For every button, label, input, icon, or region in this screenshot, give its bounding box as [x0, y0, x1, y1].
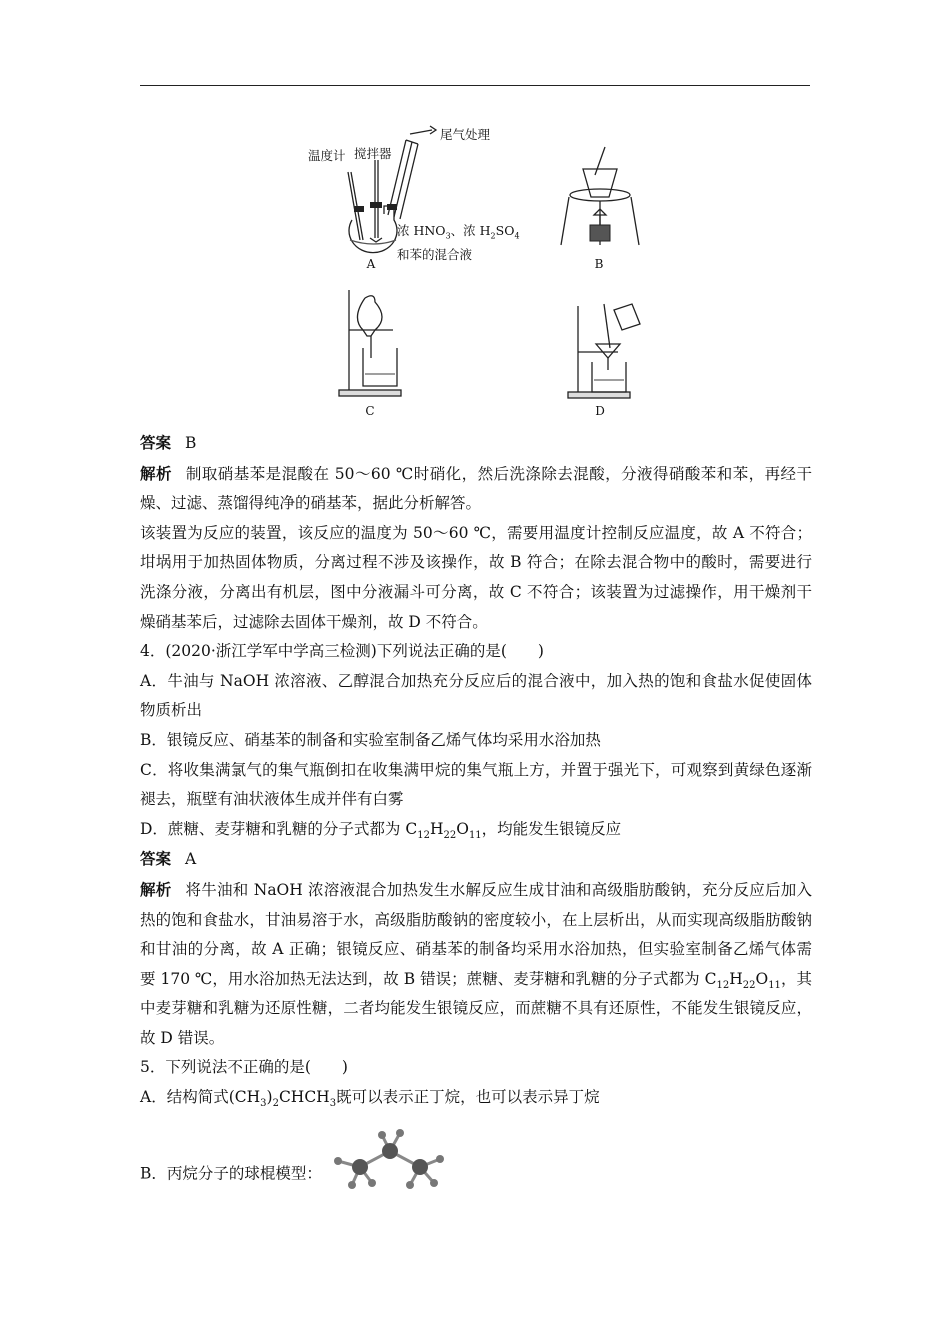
thermometer-label: 温度计 [308, 148, 346, 163]
q4-option-a: A．牛油与 NaOH 浓溶液、乙醇混合加热充分反应后的混合液中，加入热的饱和食盐水促使固体物质析出 [140, 671, 812, 720]
apparatus-d-figure [566, 300, 646, 400]
figure-c-label: C [365, 404, 375, 418]
q4-option-d: D．蔗糖、麦芽糖和乳糖的分子式都为 $C_{12}H_{22}O_{11}$，均能发生银镜反应 [140, 819, 622, 841]
header-rule [140, 85, 810, 86]
propane-ball-stick-model [322, 1129, 452, 1189]
q3-answer: 答案 B [140, 433, 197, 452]
q4-stem: 4．(2020·浙江学军中学高三检测)下列说法正确的是( ) [140, 642, 544, 661]
q4-option-b: B．银镜反应、硝基苯的制备和实验室制备乙烯气体均采用水浴加热 [140, 730, 601, 749]
question-content [140, 428, 812, 1189]
figure-b-label: B [594, 257, 604, 271]
q5-option-a: A．结构简式$(CH_3)_2CHCH_3$既可以表示正丁烷，也可以表示异丁烷 [140, 1088, 600, 1110]
apparatus-c-figure [335, 288, 410, 400]
q3-analysis-detail: 该装置为反应的装置，该反应的温度为 50～60 ℃，需要用温度计控制反应温度，故 A 不符合；坩埚用于加热固体物质，分离过程不涉及该操作，故 B 符合；在除去混合物中的酸时，需要进行洗涤分液，分离出有机层，图中分液漏斗可分离，故 C 不符合；该装置为过滤操作，用干燥剂干燥硝基苯后，过滤除去固体干燥剂，故 D 不符合。 [140, 523, 812, 631]
figure-a-label: A [366, 257, 376, 271]
q4-analysis: 解析 将牛油和 NaOH 浓溶液混合加热发生水解反应生成甘油和高级脂肪酸钠，充分反应后加入热的饱和食盐水，甘油易溶于水，高级脂肪酸钠的密度较小，在上层析出，从而实现高级脂肪酸钠和甘油的分离，故 A 正确；银镜反应、硝基苯的制备均采用水浴加热，但实验室制备乙烯气体需要 170 ℃，用水浴加热无法达到，故 B 错误；蔗糖、麦芽糖和乳糖的分子式都为 $C_{12}H_{22}O_{11}$，其中麦芽糖和乳糖为还原性糖，二者均能发生银镜反应，而蔗糖不具有还原性，不能发生银镜反应，故 D 错误。 [140, 879, 812, 1047]
q5-stem: 5．下列说法不正确的是( ) [140, 1058, 348, 1077]
q4-answer: 答案 A [140, 849, 197, 869]
figure-d-label: D [595, 404, 605, 418]
tail-gas-label: 尾气处理 [440, 127, 491, 142]
apparatus-b-figure [555, 145, 645, 250]
q4-option-c: C．将收集满氯气的集气瓶倒扣在收集满甲烷的集气瓶上方，并置于强光下，可观察到黄绿色逐渐褪去，瓶壁有油状液体生成并伴有白雾 [140, 760, 812, 809]
q3-analysis: 解析 制取硝基苯是混酸在 50～60 ℃时硝化，然后洗涤除去混酸，分液得硝酸苯和苯，再经干燥、过滤、蒸馏得纯净的硝基苯，据此分析解答。 [140, 463, 812, 513]
mixture-label: 浓 $HNO_3$、浓 $H_2SO_4$ 和苯的混合液 [397, 223, 520, 262]
stirrer-label: 搅拌器 [354, 146, 392, 161]
q5-option-b: B．丙烷分子的球棍模型： [140, 1129, 812, 1189]
